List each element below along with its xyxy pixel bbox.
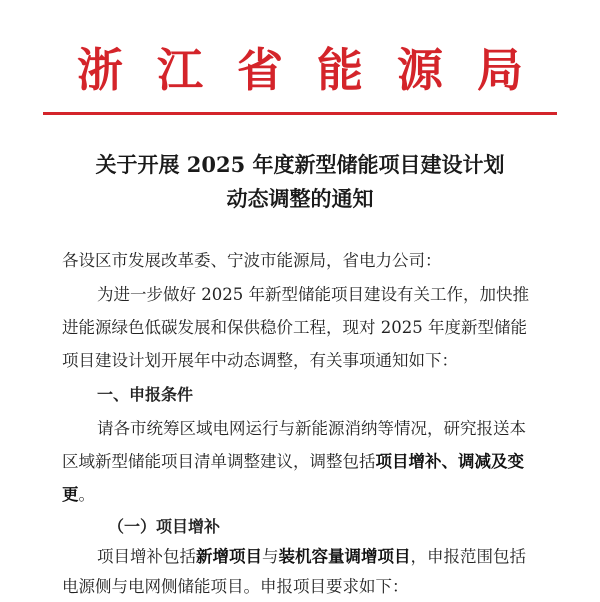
- intro-line-3: 项目建设计划开展年中动态调整，有关事项通知如下：: [62, 351, 458, 370]
- letterhead-red-rule: [43, 112, 557, 115]
- salutation: 各设区市发展改革委、宁波市能源局，省电力公司：: [62, 251, 442, 270]
- notice-title-line-1: 关于开展 2025 年度新型储能项目建设计划: [95, 152, 505, 177]
- section-1-line-3-emphasis: 更: [62, 485, 79, 504]
- subsection-1-line-1: [97, 542, 597, 572]
- sub1-line-1-emphasis-2: 装机容量调增项目: [278, 547, 411, 566]
- subsection-1-line-2: 电源侧与电网侧储能项目。申报项目要求如下：: [62, 577, 409, 596]
- intro-line-1: 为进一步做好 2025 年新型储能项目建设有关工作，加快推: [97, 285, 529, 304]
- sub1-line-1-mid: 与: [262, 547, 279, 566]
- section-1-line-1: 请各市统筹区域电网运行与新能源消纳等情况，研究报送本: [97, 419, 526, 438]
- section-1-line-2-text: 区域新型储能项目清单调整建议，调整包括: [62, 452, 376, 471]
- intro-line-2: 进能源绿色低碳发展和保供稳价工程，现对 2025 年度新型储能: [62, 318, 527, 337]
- subsection-1-heading: （一）项目增补: [108, 517, 221, 536]
- section-1-line-3-text: 。: [78, 485, 95, 504]
- section-1-line-2-emphasis: 项目增补、调减及变: [375, 452, 524, 471]
- section-1-heading: 一、申报条件: [97, 385, 194, 404]
- sub1-line-1-emphasis-1: 新增项目: [196, 547, 262, 566]
- section-1-line-3: [62, 480, 562, 510]
- sub1-line-1-pre: 项目增补包括: [97, 547, 196, 566]
- agency-letterhead: 浙江省能源局: [77, 43, 557, 97]
- section-1-line-2: [62, 447, 562, 477]
- notice-title-line-2: 动态调整的通知: [226, 186, 374, 211]
- sub1-line-1-post: ，申报范围包括: [410, 547, 526, 566]
